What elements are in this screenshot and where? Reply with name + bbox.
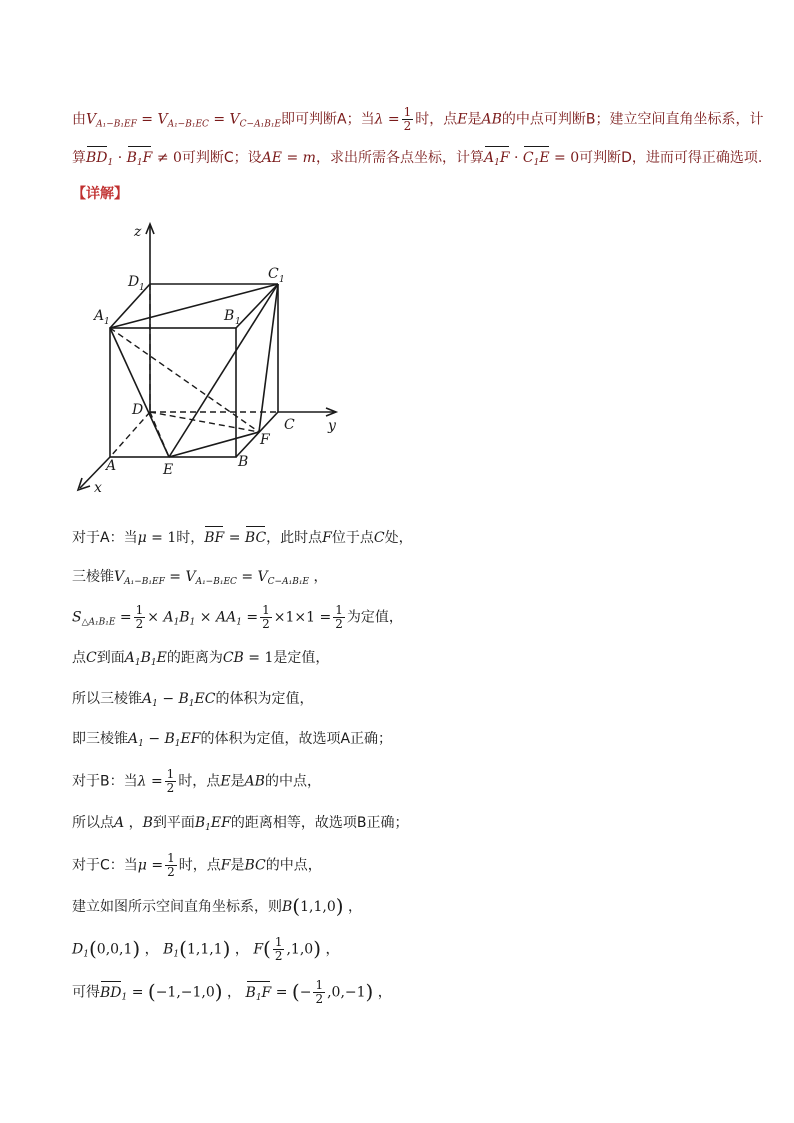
solution-line-c4: 可得$BD_1 = (-1,-1,0)$ ， $B_1F$ = (− $\frac{1}{2}$ ,0,−1) ， xyxy=(72,978,392,1006)
label-d1-sub: 1 xyxy=(139,283,145,293)
solution-line-c2: 建立如图所示空间直角坐标系，则B(1,1,0) ， xyxy=(72,894,362,918)
edge-a1-c1 xyxy=(110,284,278,328)
label-a1: A xyxy=(94,308,105,324)
label-e: E xyxy=(163,462,174,478)
hidden-edge-d-a xyxy=(110,412,150,457)
solution-line-b1: 对于B：当λ = $\frac{1}{2}$ 时，点E是AB的中点， xyxy=(72,767,321,795)
hidden-edge-d-e xyxy=(150,412,169,457)
label-f: F xyxy=(260,432,270,448)
label-z: z xyxy=(134,224,142,240)
label-a1-sub: 1 xyxy=(104,317,110,327)
intro-text: 由 xyxy=(72,111,86,128)
edge-f-c1 xyxy=(259,284,278,432)
hidden-edge-d-f xyxy=(150,412,259,432)
solution-line-a4: 点C到面$A_1B_1E$的距离为CB = 1是定值， xyxy=(72,650,330,668)
edge-b-c xyxy=(236,412,278,457)
label-y: y xyxy=(328,418,336,434)
section-heading: 【详解】 xyxy=(72,186,128,202)
intro-text: 可判断D，进而可得正确选项. xyxy=(579,150,763,166)
solution-line-c1: 对于C：当μ = $\frac{1}{2}$ 时，点F是BC的中点， xyxy=(72,851,322,879)
label-c1: C xyxy=(268,266,279,282)
intro-text: 时，点 xyxy=(415,111,458,128)
label-a: A xyxy=(106,458,117,474)
solution-line-a1: 对于A：当μ = 1时，BF = BC，此时点F位于点C处， xyxy=(72,530,413,546)
label-c: C xyxy=(284,417,295,433)
intro-text: 算 xyxy=(72,150,86,166)
edge-a1-e xyxy=(110,328,169,457)
intro-text: 即可判断A；当 xyxy=(281,111,375,128)
solution-line-a5: 所以三棱锥$A_1 - B_1EC$的体积为定值， xyxy=(72,691,314,709)
label-c1-sub: 1 xyxy=(279,275,285,285)
label-d1: D xyxy=(128,274,140,290)
label-b1: B xyxy=(224,308,235,324)
solution-line-a2: 三棱锥$V_{A_1-B_1EF} = V_{A_1-B_1EC} = V_{C-A_1B_1E}$ ， xyxy=(72,569,328,587)
solution-line-c3: $D_1(0,0,1)$ ， $B_1(1,1,1)$ ， F( $\frac{1}{2}$ ,1,0) ， xyxy=(72,935,340,963)
intro-line-1: 由$V_{A_1-B_1EF} = V_{A_1-B_1EC} = V_{C-A_1B_1E}$即可判断A；当λ = $\frac{1}{2}$ 时，点E是AB的中点可判断B；建立空间直角坐标系，计 xyxy=(72,105,764,133)
label-b: B xyxy=(238,454,249,470)
intro-text: 的中点可判断B；建立空间直角坐标系，计 xyxy=(501,111,764,128)
intro-text: 可判断C；设 xyxy=(181,150,262,166)
front-face xyxy=(110,328,236,457)
solution-line-b2: 所以点A ，B到平面$B_1EF$的距离相等，故选项B正确； xyxy=(72,815,409,833)
label-x: x xyxy=(94,480,102,496)
label-b1-sub: 1 xyxy=(235,317,241,327)
solution-line-a6: 即三棱锥$A_1 - B_1EF$的体积为定值，故选项A正确； xyxy=(72,731,393,749)
label-d: D xyxy=(132,402,144,418)
solution-line-a3: $S_{\triangle A_1B_1E}$ = $\frac{1}{2}$ × $A_1B_1 \times AA_1$ = $\frac{1}{2}$ ×1×1 = $\frac{1}{2}$ 为定值， xyxy=(72,603,403,631)
intro-line-2: 算$BD_1 \cdot B_1F \ne 0$可判断C；设AE = m，求出所需各点坐标，计算$A_1F \cdot C_1E = 0$可判断D，进而可得正确选项. xyxy=(72,148,762,173)
intro-text: ，求出所需各点坐标，计算 xyxy=(315,150,484,166)
intro-text: 是 xyxy=(467,111,482,128)
edge-b1-c1 xyxy=(236,284,278,328)
cube-diagram xyxy=(72,220,352,505)
